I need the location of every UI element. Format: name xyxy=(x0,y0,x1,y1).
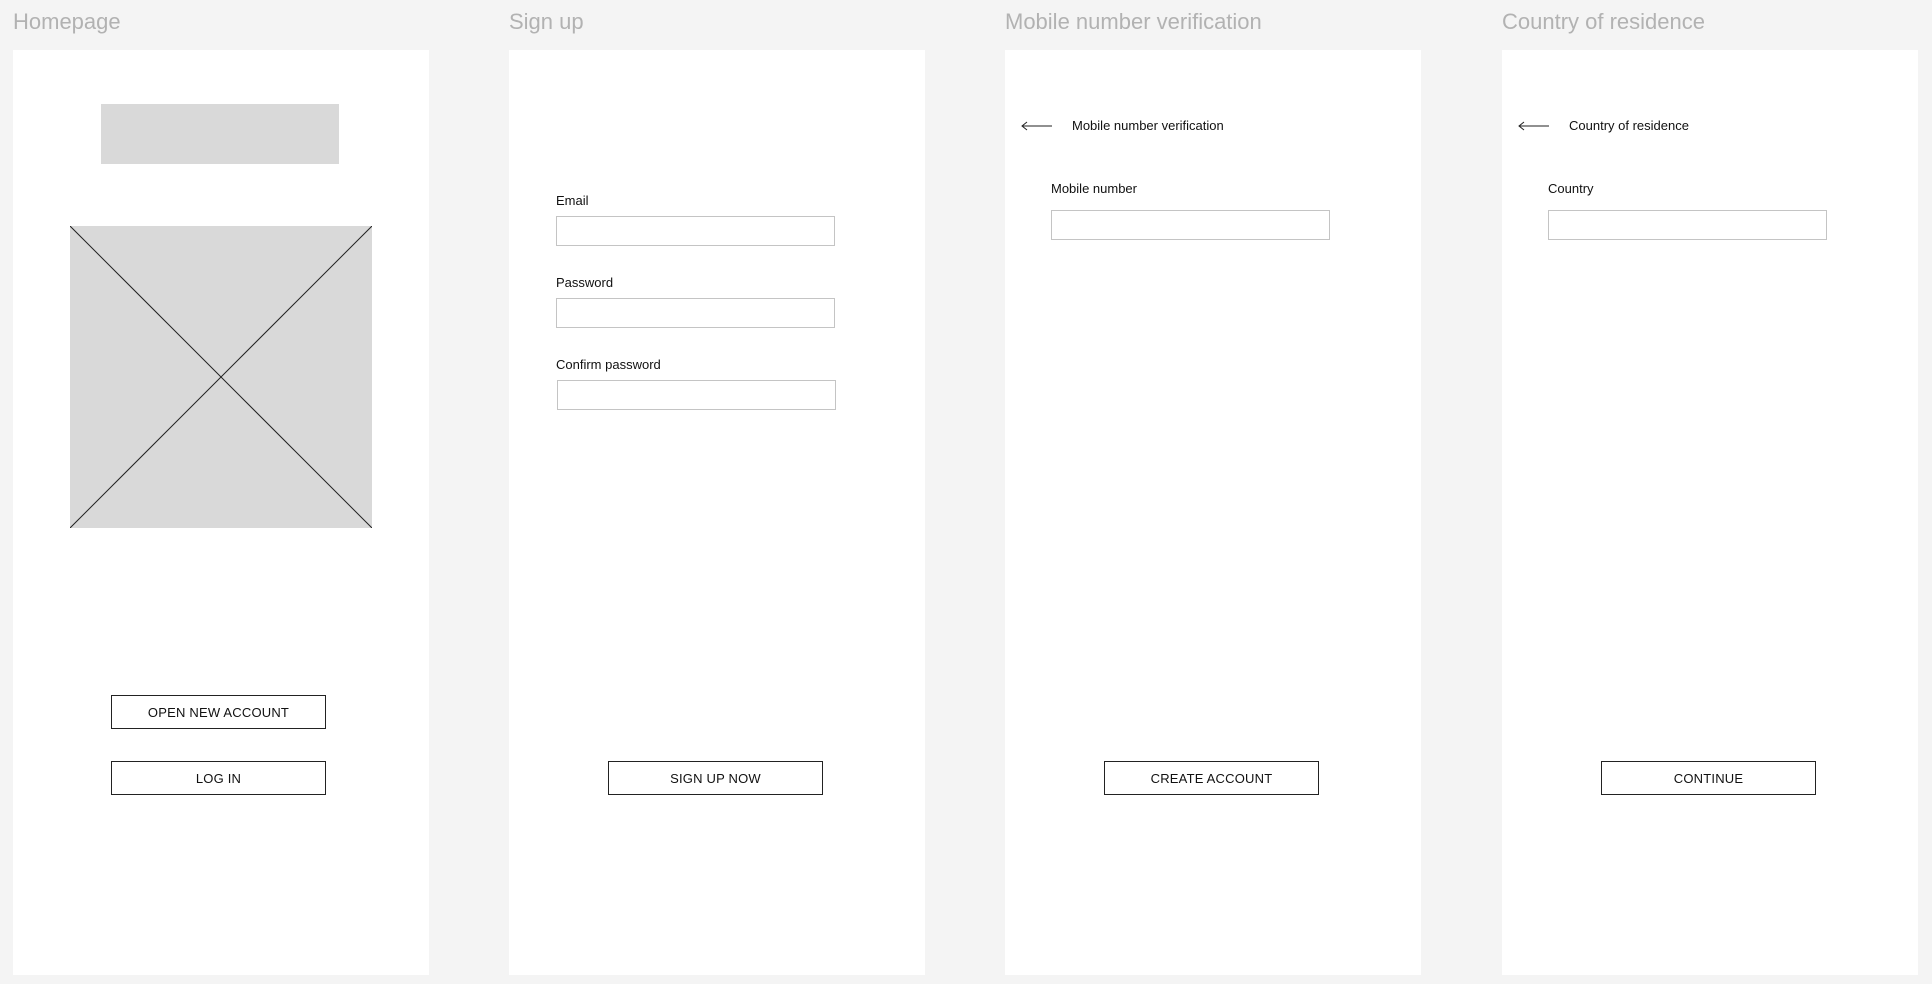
country-header-title: Country of residence xyxy=(1569,118,1689,133)
mobile-number-label: Mobile number xyxy=(1051,181,1137,196)
open-new-account-button[interactable]: OPEN NEW ACCOUNT xyxy=(111,695,326,729)
email-label: Email xyxy=(556,193,589,208)
password-label: Password xyxy=(556,275,614,290)
frame-title-signup: Sign up xyxy=(509,9,584,34)
password-field[interactable] xyxy=(556,298,835,328)
signup-frame xyxy=(509,50,925,975)
frame-title-homepage: Homepage xyxy=(13,9,121,34)
country-label: Country xyxy=(1548,181,1594,196)
create-account-button[interactable]: CREATE ACCOUNT xyxy=(1104,761,1319,795)
sign-up-now-button[interactable]: SIGN UP NOW xyxy=(608,761,823,795)
image-placeholder-icon xyxy=(70,226,372,528)
mobile-header-title: Mobile number verification xyxy=(1072,118,1224,133)
homepage-frame xyxy=(13,50,429,975)
country-of-residence-frame xyxy=(1502,50,1918,975)
arrow-left-icon[interactable] xyxy=(1518,119,1550,133)
country-field[interactable] xyxy=(1548,210,1827,240)
mobile-number-field[interactable] xyxy=(1051,210,1330,240)
country-header xyxy=(1518,118,1689,133)
confirm-password-field[interactable] xyxy=(557,380,836,410)
continue-button[interactable]: CONTINUE xyxy=(1601,761,1816,795)
arrow-left-icon[interactable] xyxy=(1021,119,1053,133)
frame-title-mobile-verification: Mobile number verification xyxy=(1005,9,1262,34)
frame-title-country-of-residence: Country of residence xyxy=(1502,9,1705,34)
login-button[interactable]: LOG IN xyxy=(111,761,326,795)
logo-placeholder xyxy=(101,104,339,164)
email-field[interactable] xyxy=(556,216,835,246)
mobile-header xyxy=(1021,118,1224,133)
mobile-verification-frame xyxy=(1005,50,1421,975)
confirm-password-label: Confirm password xyxy=(556,357,661,372)
